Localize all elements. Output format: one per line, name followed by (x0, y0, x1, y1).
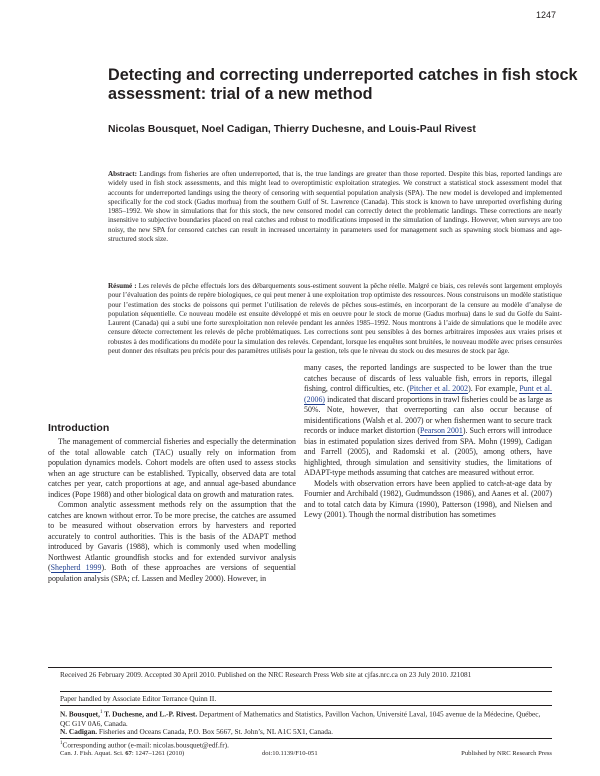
citation-link-shepherd[interactable]: Shepherd 1999 (50, 563, 102, 572)
resume-text: Les relevés de pêche effectués lors des débarquements sous-estiment souvent la pêche réelle. Malgré ce biais, ces relevés sont largement employés pour l’évaluation des points de repère biologiques, ce qui peut mener à une exploitation trop optimiste des ressources. Nous construisons un modèle statistique pour l’estimation des stocks de poissons qui permet l’utilisation de relevés de pêches sous-estimés, en incorporant de la censure au modèle d’analyse de population séquentielle. Ce nouveau modèle est ensuite développé et mis en oeuvre pour le stock de morue (Gadus morhua) dans le sud du Golfe du Saint-Laurent (Canada) qui a subi une forte surexploitation non relevée pendant les années 1985–1992. Nous montrons à l’aide de simulations que le modèle avec censure détecte correctement les relevés de pêche problématiques. Les corrections sont peu sensibles à des bornes arbitraires imposées aux vraies prises et robustes à des modifications du modèle pour la simulation des relevés. Cependant, lorsque les enquêtes sont bruitées, le nouveau modèle avec prises censurées peut donner des résultats peu précis pour des paramètres utilisés pour la gestion, tels que le niveau du stock ou des mesures de stock par âge. (108, 282, 562, 356)
body-column-right (304, 363, 552, 521)
handled-note: Paper handled by Associate Editor Terrance Quinn II. (60, 694, 217, 703)
abstract-label: Abstract: (108, 170, 137, 178)
footnote-divider (60, 691, 552, 692)
paragraph-text: many cases, the reported landings are suspected to be lower than the true catches because of discards of less valuable fish, errors in reports, illegal fishing, control difficulties, etc. ( (304, 363, 552, 393)
paper-title: Detecting and correcting underreported catches in fish stock assessment: trial of a new method (108, 66, 578, 103)
footer-citation (60, 750, 184, 757)
body-column-left (48, 437, 296, 584)
affiliation-names: N. Bousquet, (60, 709, 100, 719)
affiliation-address: Fisheries and Oceans Canada, P.O. Box 5667, St. John’s, NL A1C 5X1, Canada. (97, 727, 333, 736)
footnote-marker: 1 (60, 741, 63, 746)
paragraph-text: indicated that discard proportions in trawl fisheries could be as large as 50%. Note, however, that overreporting can also occur because of misidentifications (Walsh et al. 2007) or when fishermen want to secure track records or induce market distortion ( (304, 394, 552, 435)
paragraph (48, 500, 296, 584)
abstract (108, 170, 562, 244)
paragraph-text: ). Such errors will introduce bias in estimated population sizes derived from SPA. Mohn (1999), Cadigan and Farrell (2005), and Radomski et al. (2005), among others, have highlighted, through simulation and sensitivity studies, the limitations of ADAPT-type methods assuming that catches are measured without error. (304, 426, 552, 477)
footnote-marker: 1 (99, 710, 103, 715)
paragraph-text: ). Both of these approaches are versions of sequential population analysis (SPA; cf. Lassen and Medley 2000). However, in (48, 563, 296, 583)
paragraph: Models with observation errors have been applied to catch-at-age data by Fournier and Archibald (1982), Gudmundsson (1986), and Aanes et al. (2007) and to total catch data by Kimura (1990), Patterson (1998), and Nielsen and Lewy (2001). Though the normal distribution has sometimes (304, 478, 552, 519)
citation-link-pitcher[interactable]: Pitcher et al. 2002 (409, 384, 469, 393)
affiliation-address: Department of Mathematics and Statistics, Pavillon Vachon, Université Laval, 1045 avenue de la Médecine, Québec, QC G1V 0A6, Canada. (60, 709, 541, 728)
resume (108, 282, 562, 356)
affiliation-name: N. Cadigan. (60, 727, 98, 736)
resume-label: Résumé : (108, 282, 137, 290)
footer-publisher: Published by NRC Research Press (461, 750, 552, 757)
footer-doi[interactable]: doi:10.1139/F10-051 (262, 750, 318, 757)
footnote-divider (60, 705, 552, 706)
author-list: Nicolas Bousquet, Noel Cadigan, Thierry Duchesne, and Louis-Paul Rivest (108, 124, 476, 135)
affiliation-1 (60, 708, 550, 728)
page-number: 1247 (535, 10, 556, 20)
footnote-divider (48, 667, 552, 668)
citation-link-punt[interactable]: Punt et al. (2006) (304, 384, 552, 404)
abstract-text: Landings from fisheries are often underreported, that is, the true landings are greater than those reported. Despite this bias, reported landings are widely used in fish stock assessments, and this might lead to overoptimistic exploitation strategies. We construct a statistical stock assessment model that accounts for underreported landings using the theory of censoring with sequential population analysis (SPA). The new model is developed and implemented specifically for the cod stock (Gadus morhua) from the southern Gulf of St. Lawrence (Canada). This stock is known to have unreported overfishing during 1985–1992. We show in simulations that for this stock, the new censored model can correctly detect the problematic landings. These corrections are nearly insensitive to subjective boundaries placed on real catches and robust to modifications imposed in the simulation of landings. However, when surveys are too noisy, the new SPA for censored catches can result in increased uncertainty in parameters used for management such as spawning stock biomass and age-structured stock size. (108, 170, 562, 244)
paragraph-text: Common analytic assessment methods rely on the assumption that the catches are known without error. To be more precise, the catches are assumed to be measured without observation errors by harvesters and reported accurately to control authorities. This is the basis of the ADAPT method introduced by Gavaris (1988), which is commonly used when modelling Northwest Atlantic groundfish stocks and for extended survivor analysis ( (48, 500, 296, 572)
paragraph-text: ). For example, (468, 384, 520, 393)
journal-name: Can. J. Fish. Aquat. Sci. (60, 750, 126, 757)
affiliation-names: T. Duchesne, and L.-P. Rivest. (102, 709, 198, 719)
corresponding-author (60, 739, 550, 750)
paragraph: The management of commercial fisheries and especially the determination of the total allowable catch (TAC) usually rely on information from population dynamics models. Cohort models are often used to assess stocks when an age structure can be established. Typically, observed data are total catches per year, catch proportions at age, and annual age-based abundance indices (Pope 1988) and other biological data on growth and maturation rates. (48, 437, 296, 499)
journal-volume: 67 (125, 750, 132, 757)
section-heading-introduction: Introduction (48, 422, 110, 434)
journal-pages: : 1247–1261 (2010) (131, 750, 185, 757)
citation-link-pearson[interactable]: Pearson 2001 (419, 426, 463, 435)
corresponding-text: Corresponding author (e-mail: nicolas.bousquet@edf.fr). (62, 740, 229, 750)
paragraph (304, 363, 552, 479)
affiliation-2 (60, 727, 550, 736)
received-note: Received 26 February 2009. Accepted 30 April 2010. Published on the NRC Research Press Web site at cjfas.nrc.ca on 23 July 2010. J21081 (60, 670, 472, 679)
